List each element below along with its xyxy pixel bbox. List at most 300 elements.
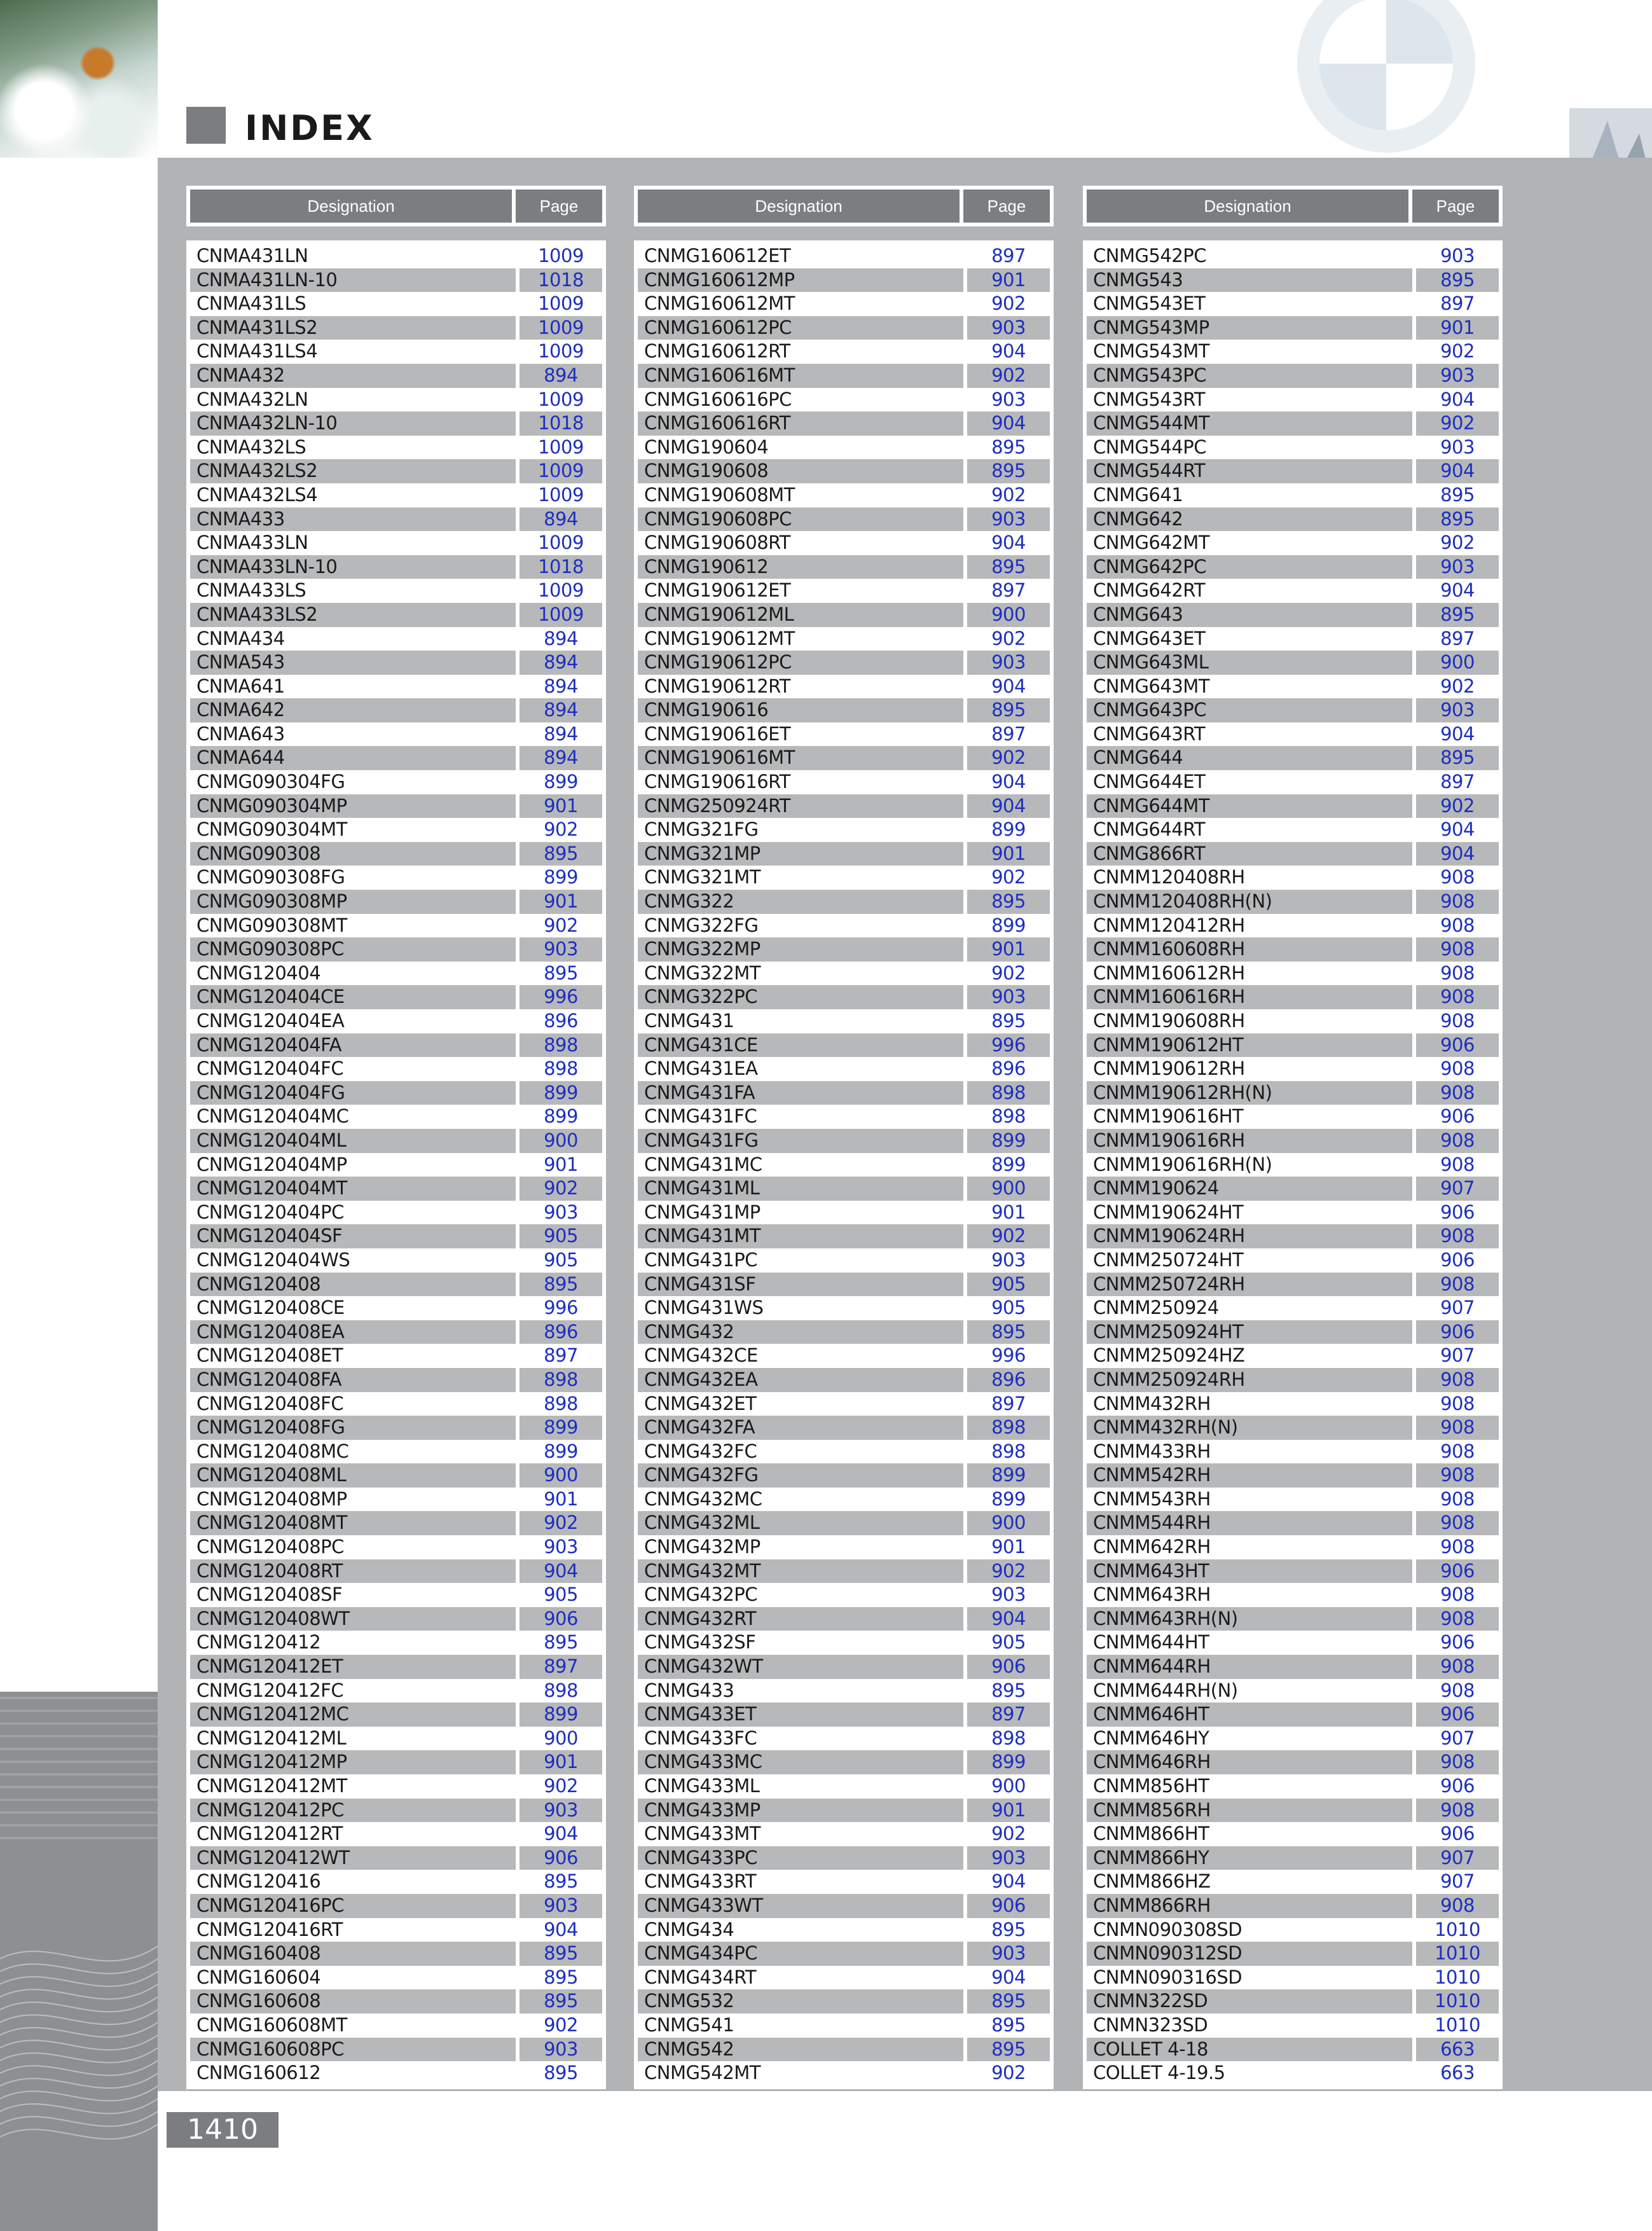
designation-cell: CNMG120404FA: [190, 1033, 516, 1058]
page-link[interactable]: 895: [963, 2013, 1050, 2038]
index-row: [190, 603, 602, 627]
page-link[interactable]: 899: [963, 914, 1050, 938]
page-link[interactable]: 896: [516, 1009, 602, 1033]
page-link[interactable]: 903: [1412, 364, 1499, 388]
page-link[interactable]: 908: [1412, 1894, 1499, 1918]
index-row: [638, 1153, 1050, 1177]
page-link[interactable]: 906: [1412, 1559, 1499, 1584]
page-link[interactable]: 903: [963, 1846, 1050, 1870]
page-link[interactable]: 896: [516, 1320, 602, 1344]
page-link[interactable]: 907: [1412, 1296, 1499, 1320]
page-link[interactable]: 903: [1412, 436, 1499, 460]
page-link[interactable]: 903: [963, 508, 1050, 532]
page-link[interactable]: 908: [1412, 1224, 1499, 1248]
page-link[interactable]: 1010: [1412, 1989, 1499, 2013]
page-link[interactable]: 897: [1412, 770, 1499, 794]
page-link[interactable]: 903: [963, 985, 1050, 1009]
page-link[interactable]: 899: [963, 1488, 1050, 1512]
page-link[interactable]: 902: [963, 292, 1050, 316]
page-link[interactable]: 908: [1412, 1440, 1499, 1464]
designation-cell: CNMG431FC: [644, 1105, 757, 1128]
designation-cell: CNMG190616RT: [644, 771, 790, 793]
page-link[interactable]: 901: [963, 1799, 1050, 1823]
index-row: [190, 698, 602, 722]
page-link[interactable]: 907: [1412, 1846, 1499, 1870]
page-link[interactable]: 905: [963, 1296, 1050, 1320]
page-link[interactable]: 901: [516, 1153, 602, 1177]
page-link[interactable]: 904: [963, 531, 1050, 555]
page-link[interactable]: 895: [516, 1989, 602, 2013]
page-link[interactable]: 996: [963, 1033, 1050, 1058]
page-link[interactable]: 898: [963, 1416, 1050, 1440]
page-link[interactable]: 904: [963, 1607, 1050, 1631]
page-link[interactable]: 908: [1412, 1153, 1499, 1177]
page-link[interactable]: 899: [516, 770, 602, 794]
page-link[interactable]: 898: [516, 1368, 602, 1392]
index-row: [1087, 1846, 1499, 1870]
index-row: [190, 508, 602, 532]
designation-cell: CNMG543RT: [1093, 388, 1206, 410]
page-link[interactable]: 905: [963, 1273, 1050, 1297]
page-link[interactable]: 899: [516, 1703, 602, 1727]
page-link[interactable]: 901: [963, 1201, 1050, 1225]
page-link[interactable]: 902: [516, 1511, 602, 1535]
page-link[interactable]: 903: [963, 1248, 1050, 1273]
page-link[interactable]: 908: [1412, 914, 1499, 938]
index-row: [638, 555, 1050, 579]
page-link[interactable]: 903: [963, 388, 1050, 412]
page-link[interactable]: 901: [516, 1750, 602, 1774]
page-link[interactable]: 902: [1412, 411, 1499, 436]
page-link[interactable]: 897: [963, 1703, 1050, 1727]
page-link[interactable]: 904: [963, 340, 1050, 364]
page-link[interactable]: 895: [963, 890, 1050, 914]
page-link[interactable]: 906: [516, 1846, 602, 1870]
page-link[interactable]: 899: [963, 1463, 1050, 1488]
designation-cell: CNMG190612: [638, 555, 963, 579]
page-link[interactable]: 902: [963, 2061, 1050, 2085]
index-row: [638, 627, 1050, 651]
page-link[interactable]: 898: [963, 1727, 1050, 1751]
page-link[interactable]: 908: [1412, 1488, 1499, 1512]
page-link[interactable]: 904: [963, 1966, 1050, 1990]
page-link[interactable]: 895: [516, 1273, 602, 1297]
page-link[interactable]: 1009: [516, 459, 602, 483]
page-link[interactable]: 903: [963, 1942, 1050, 1966]
designation-cell: CNMG644MT: [1087, 794, 1412, 818]
page-link[interactable]: 905: [516, 1224, 602, 1248]
page-link[interactable]: 907: [1412, 1727, 1499, 1751]
page-link[interactable]: 906: [516, 1607, 602, 1631]
page-link[interactable]: 895: [963, 436, 1050, 460]
page-link[interactable]: 1010: [1412, 1918, 1499, 1942]
index-row: [638, 531, 1050, 555]
page-link[interactable]: 894: [516, 508, 602, 532]
page-link[interactable]: 663: [1412, 2038, 1499, 2062]
page-link[interactable]: 896: [963, 1368, 1050, 1392]
page-link[interactable]: 906: [1412, 1248, 1499, 1273]
page-link[interactable]: 904: [1412, 459, 1499, 483]
designation-cell: CNMG090308PC: [190, 937, 516, 962]
page-link[interactable]: 901: [963, 842, 1050, 866]
page-link[interactable]: 902: [963, 1224, 1050, 1248]
page-link[interactable]: 895: [1412, 746, 1499, 770]
page-link[interactable]: 897: [1412, 627, 1499, 651]
page-link[interactable]: 903: [516, 1894, 602, 1918]
page-link[interactable]: 904: [963, 675, 1050, 699]
designation-cell: CNMG433ML: [644, 1775, 760, 1797]
designation-cell: CNMG642PC: [1087, 555, 1412, 579]
page-link[interactable]: 901: [516, 1488, 602, 1512]
index-row: [1087, 746, 1499, 770]
page-link[interactable]: 908: [1412, 1392, 1499, 1416]
page-link[interactable]: 897: [963, 579, 1050, 603]
page-link[interactable]: 895: [1412, 268, 1499, 293]
page-link[interactable]: 900: [516, 1129, 602, 1153]
page-link[interactable]: 906: [1412, 1703, 1499, 1727]
header-designation: Designation: [190, 190, 512, 223]
page-link[interactable]: 894: [516, 651, 602, 675]
page-link[interactable]: 902: [963, 746, 1050, 770]
page-link[interactable]: 899: [516, 866, 602, 890]
page-link[interactable]: 908: [1412, 1535, 1499, 1559]
page-link[interactable]: 902: [963, 1559, 1050, 1584]
page-link[interactable]: 907: [1412, 1870, 1499, 1894]
designation-cell: CNMA432LS: [196, 436, 306, 458]
designation-cell: CNMG190612MT: [644, 627, 795, 649]
page-link[interactable]: 895: [963, 1989, 1050, 2013]
page-link[interactable]: 901: [516, 794, 602, 818]
page-link[interactable]: 1018: [516, 411, 602, 436]
page-link[interactable]: 902: [963, 364, 1050, 388]
page-link[interactable]: 1009: [516, 388, 602, 412]
page-link[interactable]: 903: [963, 651, 1050, 675]
page-link[interactable]: 895: [963, 1918, 1050, 1942]
page-link[interactable]: 895: [963, 698, 1050, 722]
page-link[interactable]: 898: [963, 1081, 1050, 1105]
page-link[interactable]: 902: [1412, 794, 1499, 818]
index-row: [1087, 1105, 1499, 1129]
page-link[interactable]: 904: [516, 1559, 602, 1584]
page-link[interactable]: 904: [963, 1870, 1050, 1894]
index-row: [190, 1559, 602, 1584]
index-row: [190, 2038, 602, 2062]
page-link[interactable]: 904: [516, 1918, 602, 1942]
designation-cell: CNMG160616RT: [638, 411, 963, 436]
page-link[interactable]: 906: [1412, 1822, 1499, 1846]
designation-cell: CNMG644ET: [1093, 771, 1206, 793]
index-row: [1087, 1918, 1499, 1942]
page-link[interactable]: 908: [1412, 1679, 1499, 1703]
page-link[interactable]: 908: [1412, 1368, 1499, 1392]
designation-cell: CNMM120412RH: [1093, 914, 1245, 936]
page-link[interactable]: 903: [516, 2038, 602, 2062]
index-row: [1087, 1631, 1499, 1655]
page-link[interactable]: 902: [963, 627, 1050, 651]
page-link[interactable]: 901: [516, 890, 602, 914]
page-link[interactable]: 663: [1412, 2061, 1499, 2085]
index-row: [1087, 1033, 1499, 1058]
index-row: [1087, 1201, 1499, 1225]
page-link[interactable]: 1009: [516, 531, 602, 555]
page-link[interactable]: 905: [516, 1248, 602, 1273]
page-link[interactable]: 897: [963, 722, 1050, 747]
designation-cell: CNMG090304MP: [190, 794, 516, 818]
designation-cell: CNMG090308FG: [196, 866, 345, 888]
page-link[interactable]: 901: [963, 1535, 1050, 1559]
page-link[interactable]: 904: [963, 794, 1050, 818]
page-link[interactable]: 898: [516, 1057, 602, 1081]
index-row: [1087, 1535, 1499, 1559]
index-row: [190, 1703, 602, 1727]
page-link[interactable]: 898: [516, 1679, 602, 1703]
page-link[interactable]: 902: [963, 483, 1050, 508]
index-row: [1087, 244, 1499, 268]
page-link[interactable]: 1009: [516, 316, 602, 340]
page-link[interactable]: 1009: [516, 579, 602, 603]
page-link[interactable]: 908: [1412, 866, 1499, 890]
page-link[interactable]: 907: [1412, 1344, 1499, 1368]
page-link[interactable]: 904: [1412, 842, 1499, 866]
page-link[interactable]: 894: [516, 746, 602, 770]
page-link[interactable]: 894: [516, 627, 602, 651]
page-link[interactable]: 904: [963, 770, 1050, 794]
index-row: [1087, 1368, 1499, 1392]
page-link[interactable]: 996: [963, 1344, 1050, 1368]
page-link[interactable]: 898: [516, 1033, 602, 1058]
page-link[interactable]: 894: [516, 698, 602, 722]
designation-cell: CNMG120408PC: [196, 1536, 344, 1558]
page-link[interactable]: 996: [516, 985, 602, 1009]
page-link[interactable]: 902: [1412, 675, 1499, 699]
page-link[interactable]: 895: [1412, 603, 1499, 627]
index-row: [1087, 1966, 1499, 1990]
page-link[interactable]: 899: [516, 1105, 602, 1129]
index-row: [190, 1177, 602, 1201]
page-link[interactable]: 906: [1412, 1105, 1499, 1129]
page-link[interactable]: 906: [1412, 1631, 1499, 1655]
page-link[interactable]: 908: [1412, 937, 1499, 962]
page-link[interactable]: 996: [516, 1296, 602, 1320]
page-link[interactable]: 900: [516, 1463, 602, 1488]
page-link[interactable]: 894: [516, 722, 602, 747]
designation-cell: CNMG434RT: [644, 1966, 757, 1988]
page-link[interactable]: 901: [963, 937, 1050, 962]
page-link[interactable]: 1009: [516, 340, 602, 364]
page-link[interactable]: 902: [516, 2013, 602, 2038]
page-link[interactable]: 902: [516, 914, 602, 938]
page-link[interactable]: 896: [963, 1057, 1050, 1081]
page-link[interactable]: 895: [1412, 483, 1499, 508]
page-link[interactable]: 908: [1412, 1081, 1499, 1105]
page-link[interactable]: 895: [963, 1679, 1050, 1703]
page-link[interactable]: 895: [516, 1870, 602, 1894]
page-link[interactable]: 904: [516, 1822, 602, 1846]
page-link[interactable]: 900: [963, 1177, 1050, 1201]
page-link[interactable]: 897: [516, 1344, 602, 1368]
page-link[interactable]: 908: [1412, 1057, 1499, 1081]
page-link[interactable]: 903: [1412, 244, 1499, 268]
page-link[interactable]: 899: [963, 1129, 1050, 1153]
page-link[interactable]: 899: [516, 1440, 602, 1464]
page-link[interactable]: 900: [963, 1511, 1050, 1535]
page-link[interactable]: 908: [1412, 1799, 1499, 1823]
page-link[interactable]: 902: [516, 1177, 602, 1201]
page-link[interactable]: 905: [963, 1631, 1050, 1655]
designation-cell: CNMM646RH: [1087, 1750, 1412, 1774]
designation-cell: CNMG642RT: [1093, 579, 1206, 602]
column-header: [634, 186, 1054, 226]
page-link[interactable]: 906: [1412, 1774, 1499, 1799]
page-link[interactable]: 906: [1412, 1033, 1499, 1058]
designation-cell: CNMG190616: [638, 698, 963, 722]
page-link[interactable]: 895: [516, 1942, 602, 1966]
page-link[interactable]: 901: [1412, 316, 1499, 340]
page-link[interactable]: 908: [1412, 1009, 1499, 1033]
page-link[interactable]: 899: [963, 1750, 1050, 1774]
page-link[interactable]: 903: [1412, 698, 1499, 722]
page-link[interactable]: 898: [963, 1105, 1050, 1129]
page-link[interactable]: 895: [516, 2061, 602, 2085]
page-link[interactable]: 895: [1412, 508, 1499, 532]
designation-cell: CNMA644: [190, 746, 516, 770]
page-link[interactable]: 897: [963, 1392, 1050, 1416]
column-header: [1083, 186, 1503, 226]
page-link[interactable]: 898: [963, 1440, 1050, 1464]
page-link[interactable]: 900: [963, 1774, 1050, 1799]
page-link[interactable]: 903: [516, 1799, 602, 1823]
page-link[interactable]: 895: [963, 1009, 1050, 1033]
designation-cell: CNMG120412WT: [190, 1846, 516, 1870]
page-link[interactable]: 903: [1412, 555, 1499, 579]
page-link[interactable]: 894: [516, 675, 602, 699]
index-row: [1087, 890, 1499, 914]
page-link[interactable]: 908: [1412, 1750, 1499, 1774]
page-link[interactable]: 908: [1412, 962, 1499, 986]
index-row: [1087, 1488, 1499, 1512]
index-row: [638, 914, 1050, 938]
designation-cell: CNMG433MP: [638, 1799, 963, 1823]
page-link[interactable]: 899: [516, 1416, 602, 1440]
page-link[interactable]: 908: [1412, 1607, 1499, 1631]
page-link[interactable]: 903: [516, 1201, 602, 1225]
page-link[interactable]: 905: [516, 1583, 602, 1607]
page-link[interactable]: 903: [963, 316, 1050, 340]
page-link[interactable]: 906: [1412, 1201, 1499, 1225]
page-link[interactable]: 903: [516, 937, 602, 962]
page-link[interactable]: 904: [963, 411, 1050, 436]
designation-cell: CNMM866HT: [1093, 1823, 1209, 1845]
page-link[interactable]: 898: [516, 1392, 602, 1416]
page-link[interactable]: 908: [1412, 890, 1499, 914]
page-link[interactable]: 908: [1412, 1416, 1499, 1440]
page-link[interactable]: 895: [963, 2038, 1050, 2062]
page-link[interactable]: 908: [1412, 1129, 1499, 1153]
page-link[interactable]: 906: [963, 1894, 1050, 1918]
page-link[interactable]: 904: [1412, 388, 1499, 412]
page-link[interactable]: 895: [516, 1631, 602, 1655]
page-link[interactable]: 1009: [516, 483, 602, 508]
page-link[interactable]: 895: [516, 1966, 602, 1990]
page-link[interactable]: 1018: [516, 268, 602, 293]
page-link[interactable]: 900: [516, 1727, 602, 1751]
page-link[interactable]: 1010: [1412, 2013, 1499, 2038]
index-row: [638, 1129, 1050, 1153]
designation-cell: CNMG432FG: [638, 1463, 963, 1488]
designation-cell: CNMG120408RT: [190, 1559, 516, 1584]
designation-cell: CNMG543ET: [1093, 293, 1206, 315]
page-link[interactable]: 895: [516, 962, 602, 986]
designation-cell: CNMG431MT: [638, 1224, 963, 1248]
page-link[interactable]: 895: [516, 842, 602, 866]
page-link[interactable]: 902: [963, 866, 1050, 890]
page-link[interactable]: 1009: [516, 292, 602, 316]
page-link[interactable]: 906: [963, 1655, 1050, 1679]
page-link[interactable]: 904: [1412, 722, 1499, 747]
page-link[interactable]: 907: [1412, 1177, 1499, 1201]
page-link[interactable]: 902: [516, 1774, 602, 1799]
designation-cell: CNMM120408RH: [1093, 866, 1245, 888]
page-link[interactable]: 904: [1412, 579, 1499, 603]
page-link[interactable]: 1009: [516, 436, 602, 460]
page-link[interactable]: 908: [1412, 985, 1499, 1009]
index-row: [1087, 1559, 1499, 1584]
page-link[interactable]: 900: [963, 603, 1050, 627]
page-link[interactable]: 908: [1412, 1655, 1499, 1679]
page-link[interactable]: 906: [1412, 1320, 1499, 1344]
page-link[interactable]: 897: [963, 244, 1050, 268]
page-link[interactable]: 895: [963, 1320, 1050, 1344]
designation-cell: CNMG120404WS: [196, 1248, 350, 1271]
page-link[interactable]: 902: [1412, 340, 1499, 364]
designation-cell: CNMG160612MT: [644, 293, 795, 315]
page-link[interactable]: 903: [963, 1583, 1050, 1607]
page-link[interactable]: 901: [963, 268, 1050, 293]
page-link[interactable]: 894: [516, 364, 602, 388]
page-link[interactable]: 897: [516, 1655, 602, 1679]
page-link[interactable]: 1009: [516, 244, 602, 268]
page-link[interactable]: 1009: [516, 603, 602, 627]
index-row: [1087, 1463, 1499, 1488]
page-link[interactable]: 902: [1412, 531, 1499, 555]
page-link[interactable]: 900: [1412, 651, 1499, 675]
page-link[interactable]: 899: [516, 1081, 602, 1105]
page-link[interactable]: 908: [1412, 1463, 1499, 1488]
page-link[interactable]: 895: [963, 555, 1050, 579]
page-link[interactable]: 1018: [516, 555, 602, 579]
index-row: [190, 937, 602, 962]
page-link[interactable]: 903: [516, 1535, 602, 1559]
page-link[interactable]: 899: [963, 1153, 1050, 1177]
page-link[interactable]: 902: [963, 962, 1050, 986]
page-link[interactable]: 902: [516, 818, 602, 842]
page-link[interactable]: 904: [1412, 818, 1499, 842]
index-row: [190, 1918, 602, 1942]
page-link[interactable]: 899: [963, 818, 1050, 842]
page-link[interactable]: 908: [1412, 1273, 1499, 1297]
designation-cell: CNMG432FC: [644, 1440, 757, 1462]
page-link[interactable]: 902: [963, 1822, 1050, 1846]
page-link[interactable]: 897: [1412, 292, 1499, 316]
page-link[interactable]: 908: [1412, 1511, 1499, 1535]
page-link[interactable]: 895: [963, 459, 1050, 483]
designation-cell: CNMG120404MC: [196, 1105, 349, 1128]
designation-cell: CNMG432EA: [638, 1368, 963, 1392]
page-link[interactable]: 1010: [1412, 1966, 1499, 1990]
index-row: [190, 627, 602, 651]
page-link[interactable]: 1010: [1412, 1942, 1499, 1966]
page-link[interactable]: 908: [1412, 1583, 1499, 1607]
